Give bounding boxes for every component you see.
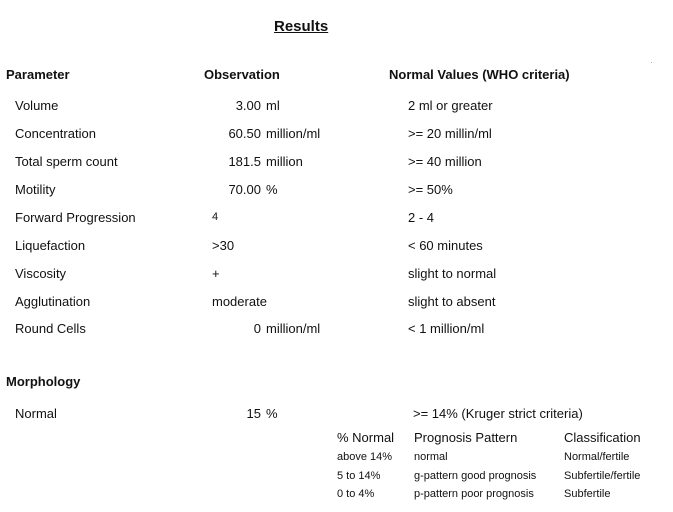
parameter-label: Agglutination [15, 294, 91, 309]
page-title: Results [274, 18, 329, 35]
observation-value: 3.00 [235, 98, 261, 113]
parameter-label: Total sperm count [15, 154, 118, 169]
classification-cell: Subfertile/fertile [564, 470, 641, 482]
normal-value: >= 20 millin/ml [408, 126, 492, 141]
table-row [0, 154, 673, 172]
observation-header: Observation [204, 67, 280, 82]
normal-value: < 1 million/ml [408, 321, 485, 336]
prognosis-pattern-cell: p-pattern poor prognosis [414, 488, 534, 500]
parameter-label: Volume [15, 98, 59, 113]
parameter-label: Round Cells [15, 321, 86, 336]
normal-value: 2 - 4 [408, 210, 435, 225]
table-row [0, 294, 673, 312]
prognosis-row [0, 451, 673, 467]
observation-unit: ml [266, 98, 280, 113]
parameter-label: Concentration [15, 126, 96, 141]
prognosis-pattern-cell: g-pattern good prognosis [414, 470, 537, 482]
normal-value: >= 14% (Kruger strict criteria) [413, 406, 583, 421]
normal-value: slight to normal [408, 266, 497, 281]
parameter-header: Parameter [6, 67, 70, 82]
morphology-heading: Morphology [6, 374, 81, 389]
parameter-label: Forward Progression [15, 210, 136, 225]
table-row [0, 182, 673, 200]
table-row [0, 238, 673, 256]
classification-cell: Subfertile [564, 488, 611, 500]
prognosis-row [0, 488, 673, 504]
table-row [0, 266, 673, 284]
percent-normal-cell: 5 to 14% [337, 470, 381, 482]
observation-unit: million/ml [266, 126, 321, 141]
observation-value: 60.50 [228, 126, 261, 141]
observation-value: >30 [212, 238, 235, 253]
prognosis-row [0, 470, 673, 486]
observation-value: 70.00 [228, 182, 261, 197]
normal-value: >= 50% [408, 182, 453, 197]
observation-value: 0 [253, 321, 261, 336]
normal-value: < 60 minutes [408, 238, 483, 253]
observation-value: moderate [212, 294, 267, 309]
table-row [0, 210, 673, 228]
prognosis-pattern-cell: normal [414, 451, 448, 463]
observation-value: 181.5 [228, 154, 261, 169]
normal-value: >= 40 million [408, 154, 482, 169]
percent-normal-cell: above 14% [337, 451, 393, 463]
table-row [0, 126, 673, 144]
percent-normal-header: % Normal [337, 430, 395, 445]
percent-normal-cell: 0 to 4% [337, 488, 375, 500]
parameter-label: Liquefaction [15, 238, 86, 253]
observation-unit: % [266, 406, 278, 421]
observation-value: 4 [212, 211, 219, 223]
table-row [0, 321, 673, 339]
normal-values-header: Normal Values (WHO criteria) [389, 67, 570, 82]
scan-speck [651, 62, 652, 63]
parameter-label: Motility [15, 182, 56, 197]
observation-unit: % [266, 182, 278, 197]
classification-cell: Normal/fertile [564, 451, 630, 463]
classification-header: Classification [564, 430, 641, 445]
normal-value: 2 ml or greater [408, 98, 493, 113]
table-row [0, 98, 673, 116]
observation-unit: million [266, 154, 303, 169]
parameter-label: Viscosity [15, 266, 67, 281]
morphology-row [0, 406, 673, 424]
observation-value: 15 [246, 406, 261, 421]
observation-unit: million/ml [266, 321, 321, 336]
prognosis-pattern-header: Prognosis Pattern [414, 430, 518, 445]
parameter-label: Normal [15, 406, 57, 421]
observation-value: + [212, 266, 220, 281]
normal-value: slight to absent [408, 294, 496, 309]
